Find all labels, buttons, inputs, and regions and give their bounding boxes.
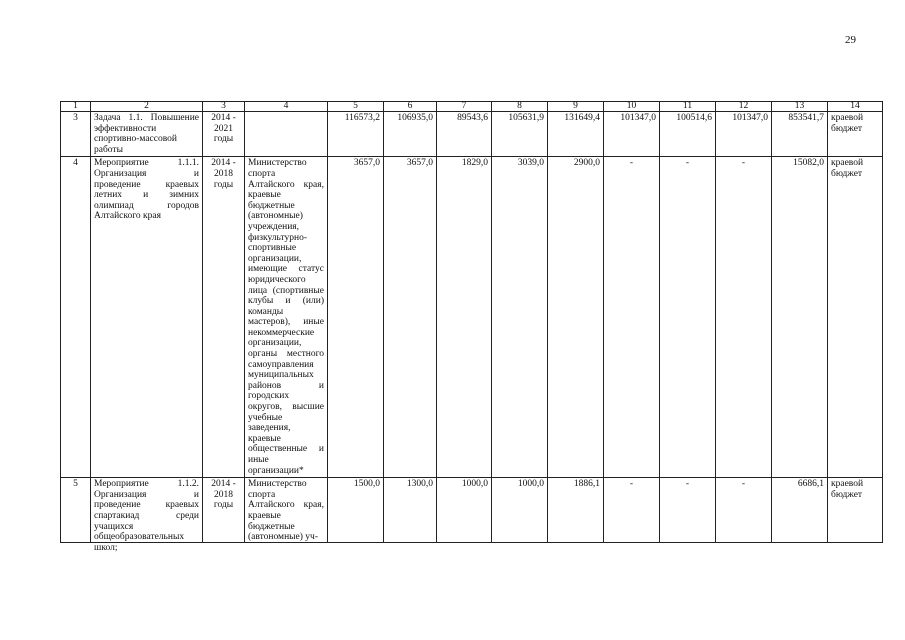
column-number-row <box>61 102 883 112</box>
value-cell: - <box>716 478 772 543</box>
row-executor-text: Министерство спорта Алтайского края, краевые бюджетные (автономные) уч- <box>248 479 324 543</box>
value-cell: 106935,0 <box>384 112 437 157</box>
row-years: 2014 - 2018 годы <box>203 157 245 478</box>
value-total-cell: 853541,7 <box>772 112 828 157</box>
row-name: Задача 1.1. Повышение эффективности спортивно-массовой работы <box>91 112 203 157</box>
row-funding-source: краевой бюджет <box>828 157 883 478</box>
value-cell: - <box>604 157 660 478</box>
value-cell: 1300,0 <box>384 478 437 543</box>
value-cell: 1000,0 <box>437 478 492 543</box>
col-header-7: 7 <box>437 102 492 112</box>
row-number: 4 <box>61 157 91 478</box>
value-cell: 101347,0 <box>604 112 660 157</box>
col-header-5: 5 <box>328 102 384 112</box>
value-total-cell: 15082,0 <box>772 157 828 478</box>
row-funding-source: краевой бюджет <box>828 478 883 543</box>
row-name-text: Мероприятие 1.1.2. Организация и проведение краевых спартакиад среди учащихся общеобразовательных школ; <box>94 479 199 553</box>
col-header-12: 12 <box>716 102 772 112</box>
page-number: 29 <box>845 34 856 46</box>
row-name: Мероприятие 1.1.1. Организация и проведение краевых летних и зимних олимпиад городов Алтайского края <box>91 157 203 478</box>
value-total-cell: 6686,1 <box>772 478 828 543</box>
table-row-event-1-1-1 <box>61 157 883 478</box>
value-cell: 3039,0 <box>492 157 548 478</box>
value-cell: 131649,4 <box>548 112 604 157</box>
col-header-1: 1 <box>61 102 91 112</box>
col-header-13: 13 <box>772 102 828 112</box>
value-cell: 100514,6 <box>660 112 716 157</box>
budget-table <box>60 101 883 553</box>
row-number: 5 <box>61 478 91 543</box>
value-cell: - <box>604 478 660 543</box>
value-cell: 2900,0 <box>548 157 604 478</box>
value-cell: 101347,0 <box>716 112 772 157</box>
row-years: 2014 - 2021 годы <box>203 112 245 157</box>
row-number: 3 <box>61 112 91 157</box>
col-header-8: 8 <box>492 102 548 112</box>
value-cell: 3657,0 <box>384 157 437 478</box>
value-cell: 1829,0 <box>437 157 492 478</box>
table-row-task-1-1 <box>61 112 883 157</box>
value-cell: 105631,9 <box>492 112 548 157</box>
col-header-3: 3 <box>203 102 245 112</box>
value-cell: 116573,2 <box>328 112 384 157</box>
value-cell: - <box>660 478 716 543</box>
col-header-4: 4 <box>245 102 328 112</box>
row-executor: Министерство спорта Алтайского края, краевые бюджетные (автономные) учреждения, физкультурно-спортивные организации, имеющие статус юридического лица (спортивные клубы и (или) команды мастеров), иные некоммерческие организации, органы местного самоуправления муниципальных районов и городских округов, высшие учебные заведения, краевые общественные и иные организации* <box>245 157 328 478</box>
value-cell: - <box>660 157 716 478</box>
value-cell: - <box>716 157 772 478</box>
col-header-10: 10 <box>604 102 660 112</box>
col-header-6: 6 <box>384 102 437 112</box>
value-cell: 89543,6 <box>437 112 492 157</box>
row-name <box>91 478 203 553</box>
table-row-event-1-1-2 <box>61 478 883 543</box>
row-years: 2014 - 2018 годы <box>203 478 245 543</box>
row-executor <box>245 478 328 543</box>
row-funding-source: краевой бюджет <box>828 112 883 157</box>
value-cell: 3657,0 <box>328 157 384 478</box>
col-header-14: 14 <box>828 102 883 112</box>
row-executor <box>245 112 328 157</box>
value-cell: 1500,0 <box>328 478 384 543</box>
value-cell: 1886,1 <box>548 478 604 543</box>
col-header-2: 2 <box>91 102 203 112</box>
col-header-9: 9 <box>548 102 604 112</box>
value-cell: 1000,0 <box>492 478 548 543</box>
col-header-11: 11 <box>660 102 716 112</box>
